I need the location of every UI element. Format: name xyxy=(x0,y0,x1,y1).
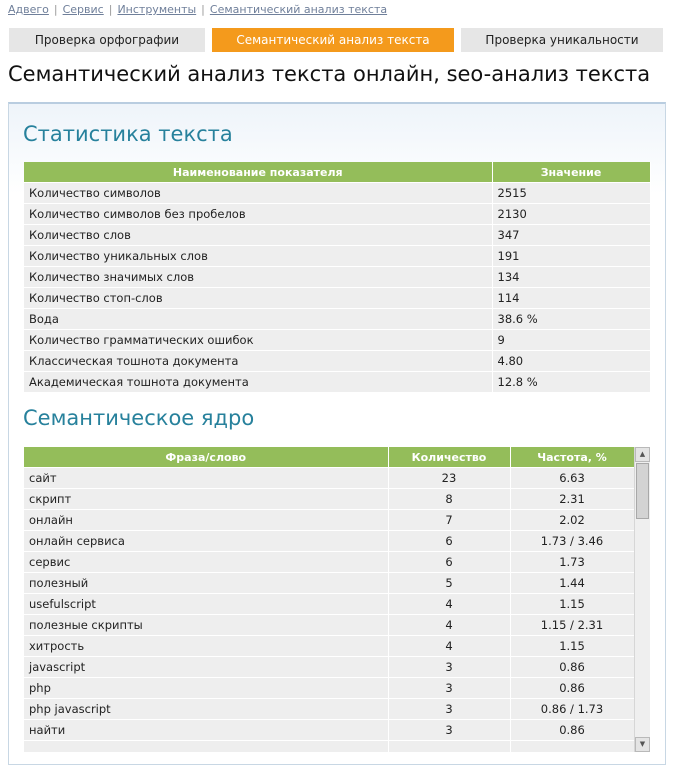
count: 6 xyxy=(388,531,510,552)
count: 3 xyxy=(388,720,510,741)
breadcrumb-separator: | xyxy=(108,3,113,16)
phrase xyxy=(24,741,388,753)
count: 5 xyxy=(388,573,510,594)
count: 4 xyxy=(388,594,510,615)
frequency: 1.15 / 2.31 xyxy=(510,615,634,636)
count: 8 xyxy=(388,489,510,510)
column-header: Частота, % xyxy=(510,447,634,468)
semantic-header-row xyxy=(24,447,634,468)
phrase: онлайн сервиса xyxy=(24,531,388,552)
metric-name: Количество слов xyxy=(24,225,492,246)
table-row xyxy=(24,309,650,330)
count: 23 xyxy=(388,468,510,489)
metric-value: 12.8 % xyxy=(492,372,650,393)
metric-name: Количество стоп-слов xyxy=(24,288,492,309)
table-row xyxy=(24,573,634,594)
breadcrumb-link-current[interactable]: Семантический анализ текста xyxy=(209,3,388,16)
table-row xyxy=(24,225,650,246)
table-row xyxy=(24,699,634,720)
count: 6 xyxy=(388,552,510,573)
table-row xyxy=(24,372,650,393)
frequency: 0.86 xyxy=(510,657,634,678)
vertical-scrollbar[interactable] xyxy=(634,447,650,752)
column-header: Наименование показателя xyxy=(24,162,492,183)
metric-value: 9 xyxy=(492,330,650,351)
breadcrumb xyxy=(8,3,387,16)
table-row xyxy=(24,489,634,510)
metric-value: 347 xyxy=(492,225,650,246)
metric-value: 2515 xyxy=(492,183,650,204)
phrase: полезные скрипты xyxy=(24,615,388,636)
metric-name: Академическая тошнота документа xyxy=(24,372,492,393)
frequency: 1.44 xyxy=(510,573,634,594)
table-row xyxy=(24,468,634,489)
metric-value: 114 xyxy=(492,288,650,309)
frequency: 1.73 xyxy=(510,552,634,573)
frequency: 1.15 xyxy=(510,636,634,657)
breadcrumb-separator: | xyxy=(53,3,58,16)
count xyxy=(388,741,510,753)
frequency: 2.31 xyxy=(510,489,634,510)
phrase: php xyxy=(24,678,388,699)
frequency: 6.63 xyxy=(510,468,634,489)
frequency: 0.86 xyxy=(510,720,634,741)
metric-name: Количество символов без пробелов xyxy=(24,204,492,225)
breadcrumb-separator: | xyxy=(201,3,205,16)
frequency xyxy=(510,741,634,753)
column-header: Фраза/слово xyxy=(24,447,388,468)
column-header: Количество xyxy=(388,447,510,468)
metric-value: 2130 xyxy=(492,204,650,225)
table-row xyxy=(24,330,650,351)
results-panel xyxy=(8,102,666,765)
scroll-up-button[interactable] xyxy=(635,447,650,462)
semantic-table-scroll-area[interactable] xyxy=(24,447,650,752)
phrase: php javascript xyxy=(24,699,388,720)
breadcrumb-link-advego[interactable]: Адвего xyxy=(8,3,49,16)
phrase: usefulscript xyxy=(24,594,388,615)
tab-semantic-analysis[interactable]: Семантический анализ текста xyxy=(212,28,454,52)
count: 4 xyxy=(388,636,510,657)
frequency: 0.86 / 1.73 xyxy=(510,699,634,720)
metric-value: 191 xyxy=(492,246,650,267)
tab-spell-check[interactable]: Проверка орфографии xyxy=(9,28,205,52)
table-row xyxy=(24,615,634,636)
metric-name: Количество грамматических ошибок xyxy=(24,330,492,351)
scroll-down-button[interactable] xyxy=(635,737,650,752)
phrase: скрипт xyxy=(24,489,388,510)
metric-value: 4.80 xyxy=(492,351,650,372)
breadcrumb-link-tools[interactable]: Инструменты xyxy=(117,3,197,16)
table-row xyxy=(24,351,650,372)
metric-name: Классическая тошнота документа xyxy=(24,351,492,372)
triangle-down-icon: ▼ xyxy=(639,740,646,748)
stats-table xyxy=(24,162,651,392)
phrase: javascript xyxy=(24,657,388,678)
phrase: онлайн xyxy=(24,510,388,531)
count: 3 xyxy=(388,699,510,720)
scrollbar-thumb[interactable] xyxy=(636,463,649,519)
semantic-section-title: Семантическое ядро xyxy=(23,406,255,430)
column-header: Значение xyxy=(492,162,650,183)
page-title: Семантический анализ текста онлайн, seo-анализ текста xyxy=(8,62,651,86)
phrase: найти xyxy=(24,720,388,741)
phrase: сайт xyxy=(24,468,388,489)
count: 3 xyxy=(388,657,510,678)
stats-section-title: Статистика текста xyxy=(23,122,233,146)
table-row xyxy=(24,510,634,531)
table-row xyxy=(24,678,634,699)
table-row xyxy=(24,204,650,225)
count: 7 xyxy=(388,510,510,531)
metric-name: Количество символов xyxy=(24,183,492,204)
breadcrumb-link-service[interactable]: Сервис xyxy=(62,3,104,16)
metric-value: 38.6 % xyxy=(492,309,650,330)
table-row xyxy=(24,636,634,657)
table-row xyxy=(24,552,634,573)
frequency: 0.86 xyxy=(510,678,634,699)
phrase: сервис xyxy=(24,552,388,573)
table-row xyxy=(24,183,650,204)
count: 3 xyxy=(388,678,510,699)
phrase: хитрость xyxy=(24,636,388,657)
metric-value: 134 xyxy=(492,267,650,288)
metric-name: Количество уникальных слов xyxy=(24,246,492,267)
table-row xyxy=(24,531,634,552)
table-row xyxy=(24,741,634,753)
table-row xyxy=(24,246,650,267)
table-row xyxy=(24,267,650,288)
phrase: полезный xyxy=(24,573,388,594)
table-row xyxy=(24,288,650,309)
count: 4 xyxy=(388,615,510,636)
table-row xyxy=(24,594,634,615)
frequency: 1.73 / 3.46 xyxy=(510,531,634,552)
metric-name: Количество значимых слов xyxy=(24,267,492,288)
table-row xyxy=(24,657,634,678)
triangle-up-icon: ▲ xyxy=(639,450,646,458)
tab-uniqueness-check[interactable]: Проверка уникальности xyxy=(461,28,663,52)
table-row xyxy=(24,720,634,741)
frequency: 2.02 xyxy=(510,510,634,531)
frequency: 1.15 xyxy=(510,594,634,615)
semantic-table xyxy=(24,447,635,752)
metric-name: Вода xyxy=(24,309,492,330)
stats-header-row xyxy=(24,162,650,183)
